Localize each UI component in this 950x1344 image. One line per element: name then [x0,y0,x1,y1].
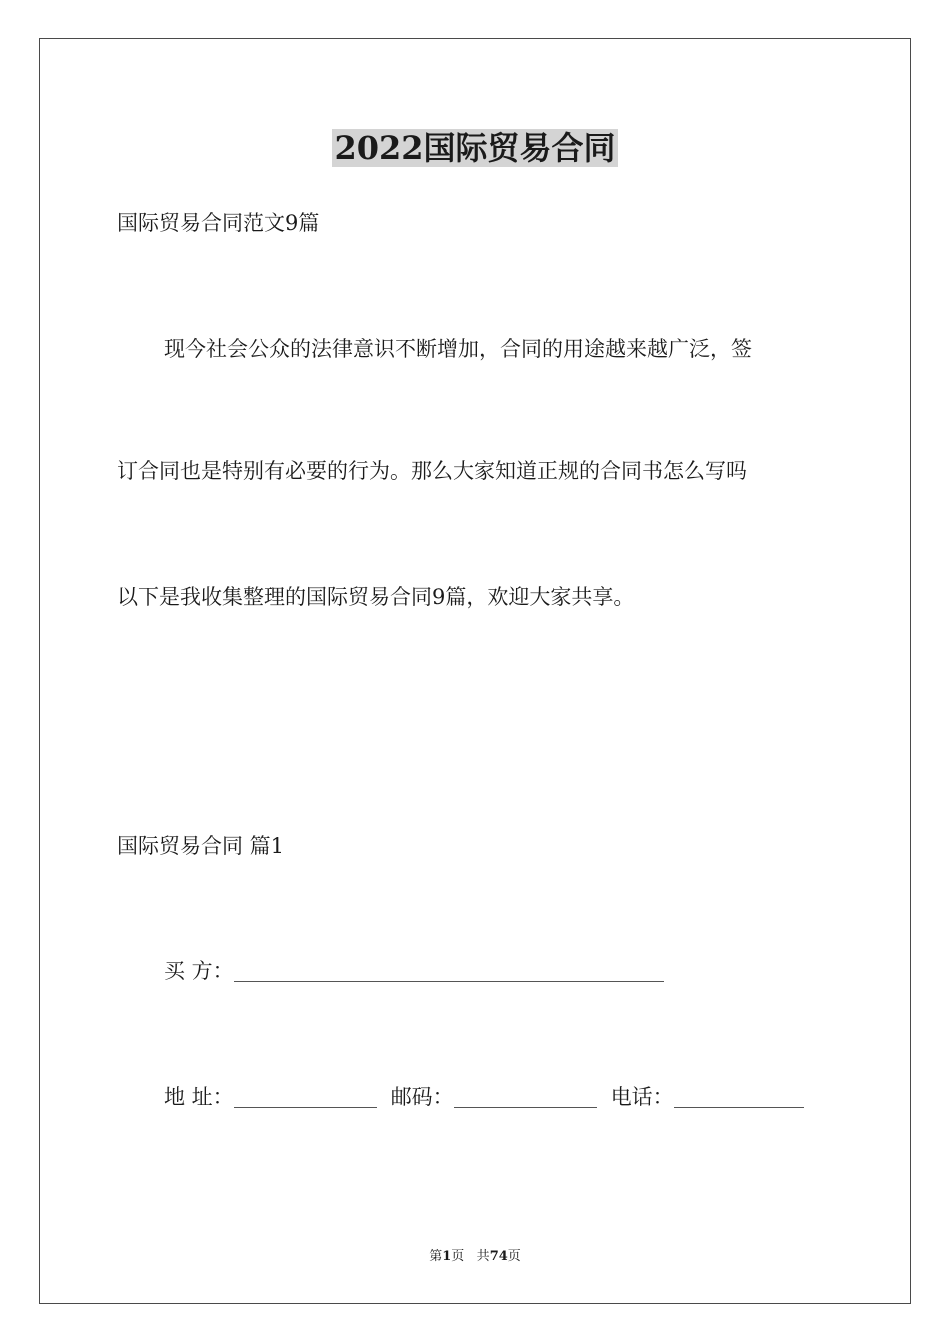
phone-blank[interactable] [674,1085,804,1108]
intro-line-3: 以下是我收集整理的国际贸易合同9篇，欢迎大家共享。 [117,585,635,609]
contact-field-row [164,1082,804,1112]
footer-total-pages: 74 [489,1249,508,1264]
page-footer [0,1248,950,1266]
footer-current-page: 1 [442,1249,452,1264]
postcode-blank[interactable] [454,1085,597,1108]
phone-label: 电话： [610,1085,674,1109]
address-label: 地 址： [164,1085,234,1109]
document-title [0,126,950,170]
intro-line-1: 现今社会公众的法律意识不断增加，合同的用途越来越广泛，签 [164,337,752,361]
intro-line-2: 订合同也是特别有必要的行为。那么大家知道正规的合同书怎么写吗 [117,459,747,483]
footer-total-prefix: 共 [476,1249,490,1264]
postcode-label: 邮码： [390,1085,454,1109]
document-subtitle: 国际贸易合同范文9篇 [117,211,320,235]
section-heading: 国际贸易合同 篇1 [117,834,285,858]
address-blank[interactable] [234,1085,377,1108]
footer-prefix: 第 [429,1249,443,1264]
document-title-text: 2022国际贸易合同 [334,129,616,167]
buyer-field-row [164,956,664,986]
footer-total-suffix: 页 [507,1249,521,1264]
buyer-blank[interactable] [234,959,664,982]
buyer-label: 买 方： [164,959,234,983]
footer-page-word: 页 [451,1249,465,1264]
